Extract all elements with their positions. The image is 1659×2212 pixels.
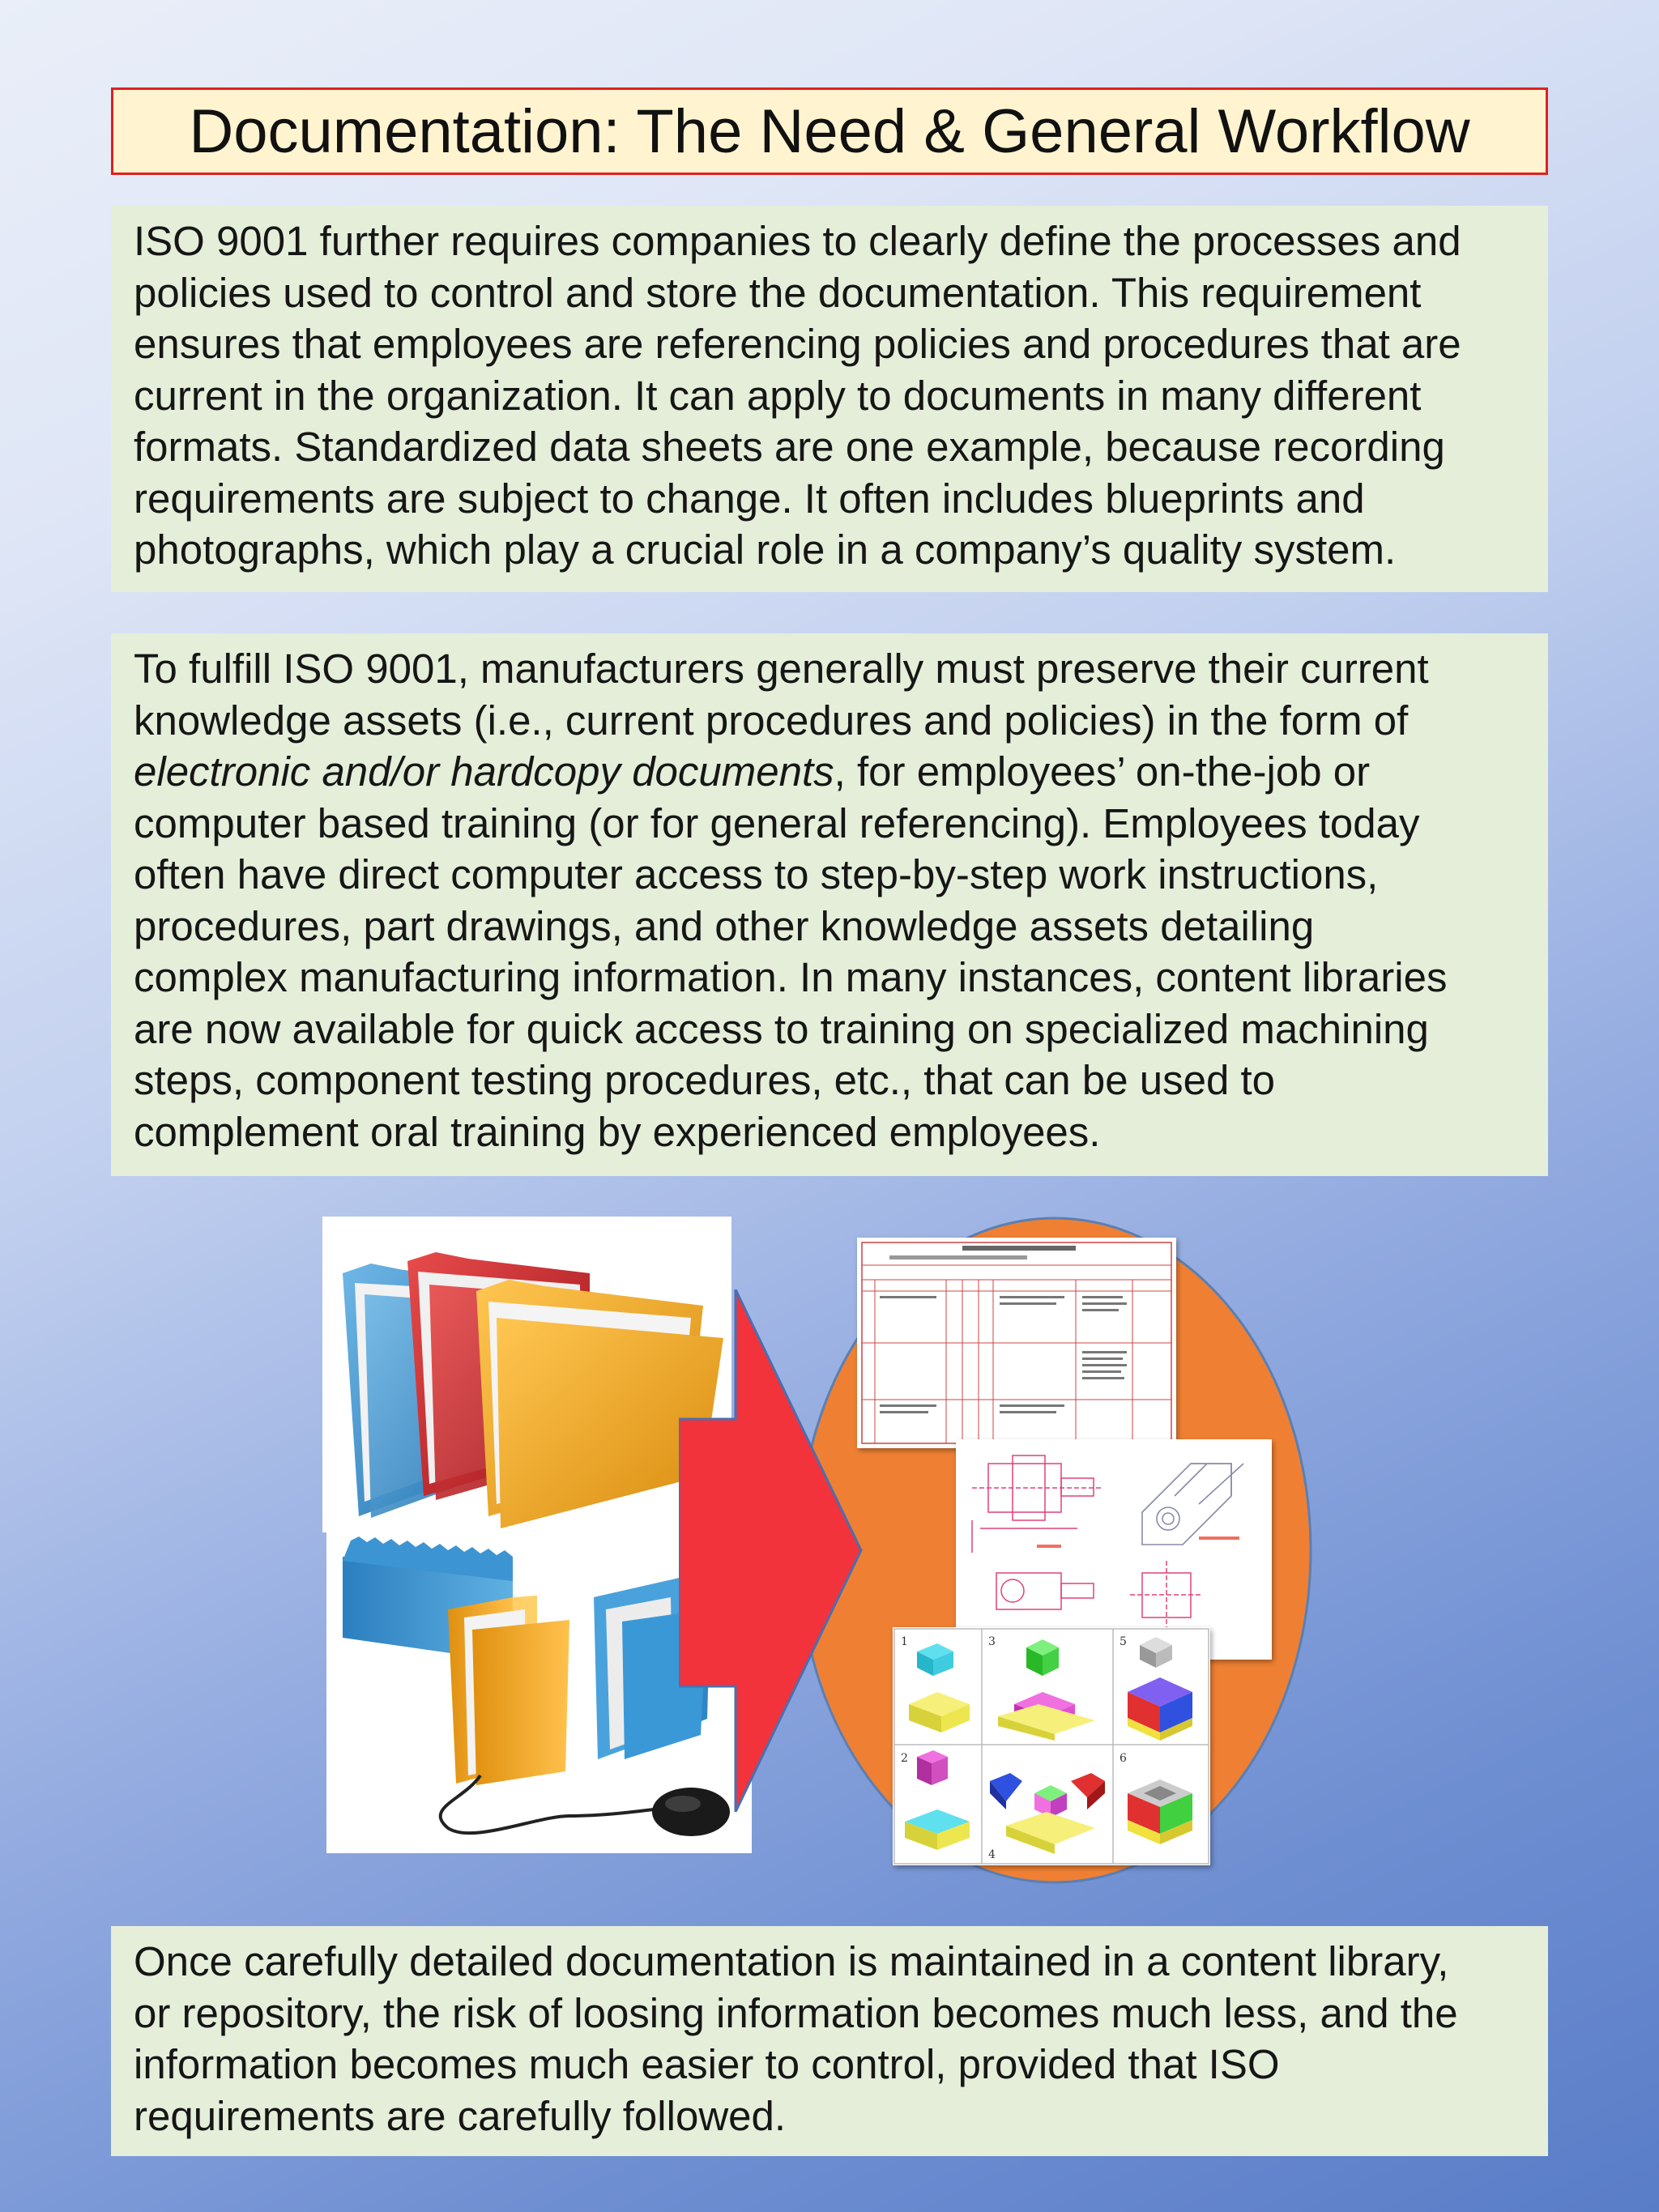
paragraph-iso-requirements bbox=[111, 206, 1548, 592]
paragraph-line: formats. Standardized data sheets are one example, because recording bbox=[134, 424, 1445, 470]
step-number-4: 4 bbox=[988, 1848, 996, 1861]
paragraph-knowledge-assets bbox=[111, 633, 1548, 1176]
paragraph-line-rest: , for employees’ on-the-job or bbox=[834, 748, 1371, 795]
paragraph-line: information becomes much easier to control, provided that ISO bbox=[134, 2041, 1280, 2087]
assembly-block-icon bbox=[909, 1643, 970, 1733]
paragraph-line: complement oral training by experienced employees. bbox=[134, 1108, 1101, 1155]
step-number-3: 3 bbox=[988, 1635, 996, 1648]
paragraph-line: steps, component testing procedures, etc., that can be used to bbox=[134, 1057, 1276, 1103]
paragraph-line: procedures, part drawings, and other knowledge assets detailing bbox=[134, 902, 1315, 949]
emphasis-text: electronic and/or hardcopy documents bbox=[134, 748, 834, 795]
step-number-2: 2 bbox=[901, 1752, 908, 1765]
assembly-block-icon bbox=[998, 1639, 1095, 1741]
job-instruction-sheet-image bbox=[857, 1238, 1176, 1448]
paragraph-line: requirements are carefully followed. bbox=[134, 2092, 787, 2139]
paragraph-line: photographs, which play a crucial role in a company’s quality system. bbox=[134, 526, 1397, 573]
step-number-6: 6 bbox=[1120, 1752, 1127, 1765]
paragraph-line bbox=[134, 746, 1525, 798]
assembly-block-icon bbox=[905, 1750, 970, 1850]
paragraph-line: current in the organization. It can apply to documents in many different bbox=[134, 372, 1422, 419]
paragraph-line: complex manufacturing information. In many instances, content libraries bbox=[134, 954, 1448, 1000]
paragraph-line: requirements are subject to change. It often includes blueprints and bbox=[134, 475, 1365, 522]
page-title: Documentation: The Need & General Workflow bbox=[111, 87, 1548, 175]
paragraph-line: often have direct computer access to step-by-step work instructions, bbox=[134, 851, 1379, 897]
paragraph-line: To fulfill ISO 9001, manufacturers generally must preserve their current bbox=[134, 646, 1429, 692]
paragraph-line: are now available for quick access to training on specialized machining bbox=[134, 1005, 1429, 1052]
paragraph-line: Once carefully detailed documentation is maintained in a content library, bbox=[134, 1938, 1449, 1984]
assembly-block-icon bbox=[1128, 1779, 1192, 1844]
paragraph-line: policies used to control and store the documentation. This requirement bbox=[134, 269, 1422, 316]
paragraph-line: computer based training (or for general referencing). Employees today bbox=[134, 799, 1420, 846]
paragraph-line: ensures that employees are referencing policies and procedures that are bbox=[134, 321, 1461, 367]
file-folders-photo bbox=[322, 1217, 731, 1532]
step-number-5: 5 bbox=[1120, 1635, 1127, 1648]
orange-folder-row-icon bbox=[448, 1596, 569, 1785]
step-number-1: 1 bbox=[901, 1635, 908, 1648]
paragraph-content-library bbox=[111, 1926, 1548, 2156]
paragraph-line: knowledge assets (i.e., current procedures and policies) in the form of bbox=[134, 697, 1409, 744]
assembly-block-icon bbox=[1128, 1637, 1192, 1741]
workflow-arrow-icon bbox=[679, 1289, 865, 1812]
assembly-block-icon bbox=[990, 1773, 1105, 1854]
assembly-steps-image bbox=[893, 1627, 1210, 1865]
paragraph-line: ISO 9001 further requires companies to clearly define the processes and bbox=[134, 218, 1461, 264]
paragraph-line: or repository, the risk of loosing information becomes much less, and the bbox=[134, 1989, 1458, 2036]
